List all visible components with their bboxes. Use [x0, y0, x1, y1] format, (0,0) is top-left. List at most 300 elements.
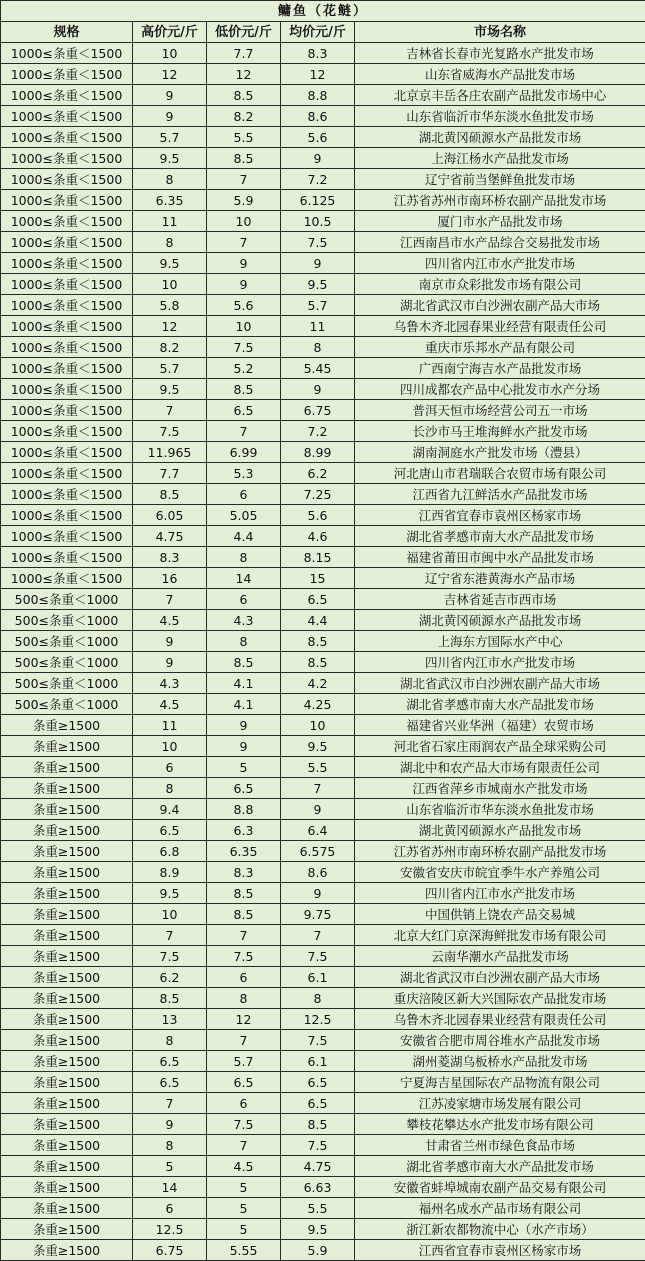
- avg-price-cell: 6.63: [281, 1177, 355, 1198]
- market-name-cell: 浙江新农都物流中心（水产市场）: [355, 1219, 645, 1240]
- spec-cell: 500≤条重＜1000: [1, 610, 133, 631]
- avg-price-cell: 4.4: [281, 610, 355, 631]
- low-price-cell: 9: [207, 736, 281, 757]
- low-price-cell: 5.6: [207, 295, 281, 316]
- avg-price-cell: 4.25: [281, 694, 355, 715]
- avg-price-cell: 5.6: [281, 127, 355, 148]
- low-price-cell: 5: [207, 1177, 281, 1198]
- avg-price-cell: 9.5: [281, 1219, 355, 1240]
- table-row: [1, 652, 645, 673]
- table-row: [1, 1135, 645, 1156]
- market-name-cell: 江苏省苏州市南环桥农副产品批发市场: [355, 841, 645, 862]
- low-price-cell: 5.2: [207, 358, 281, 379]
- avg-price-cell: 5.45: [281, 358, 355, 379]
- table-row: [1, 736, 645, 757]
- spec-cell: 条重≥1500: [1, 1198, 133, 1219]
- market-name-cell: 湖北中和农产品大市场有限责任公司: [355, 757, 645, 778]
- low-price-cell: 7.7: [207, 43, 281, 64]
- table-row: [1, 1030, 645, 1051]
- market-name-cell: 北京京丰岳各庄农副产品批发市场中心: [355, 85, 645, 106]
- low-price-cell: 7.5: [207, 1114, 281, 1135]
- market-name-cell: 江西省宜春市袁州区杨家市场: [355, 1240, 645, 1261]
- low-price-cell: 8.8: [207, 799, 281, 820]
- low-price-cell: 8.5: [207, 883, 281, 904]
- high-price-cell: 9: [133, 1114, 207, 1135]
- spec-cell: 条重≥1500: [1, 799, 133, 820]
- market-name-cell: 上海东方国际水产中心: [355, 631, 645, 652]
- table-row: [1, 547, 645, 568]
- header-low-price: 低价元/斤: [207, 22, 281, 43]
- high-price-cell: 10: [133, 43, 207, 64]
- high-price-cell: 12.5: [133, 1219, 207, 1240]
- spec-cell: 1000≤条重＜1500: [1, 169, 133, 190]
- header-spec: 规格: [1, 22, 133, 43]
- title-row: [1, 1, 645, 22]
- high-price-cell: 11: [133, 211, 207, 232]
- high-price-cell: 11: [133, 715, 207, 736]
- spec-cell: 1000≤条重＜1500: [1, 253, 133, 274]
- low-price-cell: 5.7: [207, 1051, 281, 1072]
- spec-cell: 1000≤条重＜1500: [1, 106, 133, 127]
- table-row: [1, 232, 645, 253]
- high-price-cell: 11.965: [133, 442, 207, 463]
- table-row: [1, 337, 645, 358]
- spec-cell: 条重≥1500: [1, 841, 133, 862]
- spec-cell: 条重≥1500: [1, 1240, 133, 1261]
- table-row: [1, 148, 645, 169]
- high-price-cell: 7: [133, 925, 207, 946]
- spec-cell: 500≤条重＜1000: [1, 589, 133, 610]
- avg-price-cell: 6.5: [281, 1093, 355, 1114]
- high-price-cell: 8.9: [133, 862, 207, 883]
- high-price-cell: 9.5: [133, 148, 207, 169]
- avg-price-cell: 8.3: [281, 43, 355, 64]
- low-price-cell: 5.55: [207, 1240, 281, 1261]
- spec-cell: 条重≥1500: [1, 946, 133, 967]
- avg-price-cell: 7.5: [281, 232, 355, 253]
- avg-price-cell: 6.125: [281, 190, 355, 211]
- market-name-cell: 湖北省武汉市白沙洲农副产品大市场: [355, 967, 645, 988]
- low-price-cell: 5.05: [207, 505, 281, 526]
- avg-price-cell: 15: [281, 568, 355, 589]
- market-name-cell: 四川省内江市水产批发市场: [355, 253, 645, 274]
- low-price-cell: 12: [207, 1009, 281, 1030]
- avg-price-cell: 8: [281, 337, 355, 358]
- spec-cell: 条重≥1500: [1, 1219, 133, 1240]
- market-name-cell: 福州名成水产品市场有限公司: [355, 1198, 645, 1219]
- market-name-cell: 安徽省安庆市皖宜季牛水产养殖公司: [355, 862, 645, 883]
- low-price-cell: 4.4: [207, 526, 281, 547]
- market-name-cell: 重庆市乐邦水产品有限公司: [355, 337, 645, 358]
- avg-price-cell: 7.2: [281, 421, 355, 442]
- high-price-cell: 5.8: [133, 295, 207, 316]
- table-body: [1, 43, 645, 1261]
- low-price-cell: 12: [207, 64, 281, 85]
- table-row: [1, 1072, 645, 1093]
- spec-cell: 500≤条重＜1000: [1, 694, 133, 715]
- low-price-cell: 6: [207, 967, 281, 988]
- avg-price-cell: 6.5: [281, 1072, 355, 1093]
- market-name-cell: 甘肃省兰州市绿色食品市场: [355, 1135, 645, 1156]
- spec-cell: 1000≤条重＜1500: [1, 421, 133, 442]
- avg-price-cell: 7.2: [281, 169, 355, 190]
- spec-cell: 1000≤条重＜1500: [1, 316, 133, 337]
- high-price-cell: 10: [133, 736, 207, 757]
- avg-price-cell: 12: [281, 64, 355, 85]
- low-price-cell: 5: [207, 1198, 281, 1219]
- low-price-cell: 8.5: [207, 379, 281, 400]
- market-name-cell: 上海江杨水产品批发市场: [355, 148, 645, 169]
- avg-price-cell: 8.5: [281, 631, 355, 652]
- spec-cell: 条重≥1500: [1, 757, 133, 778]
- market-name-cell: 湖北省武汉市白沙洲农副产品大市场: [355, 295, 645, 316]
- table-row: [1, 946, 645, 967]
- table-row: [1, 967, 645, 988]
- high-price-cell: 14: [133, 1177, 207, 1198]
- spec-cell: 条重≥1500: [1, 820, 133, 841]
- avg-price-cell: 7.5: [281, 946, 355, 967]
- market-name-cell: 湖北省武汉市白沙洲农副产品大市场: [355, 673, 645, 694]
- market-name-cell: 山东省临沂市华东淡水鱼批发市场: [355, 106, 645, 127]
- spec-cell: 条重≥1500: [1, 1114, 133, 1135]
- market-name-cell: 北京大红门京深海鲜批发市场有限公司: [355, 925, 645, 946]
- market-name-cell: 福建省兴业华洲（福建）农贸市场: [355, 715, 645, 736]
- spec-cell: 1000≤条重＜1500: [1, 148, 133, 169]
- low-price-cell: 8: [207, 547, 281, 568]
- high-price-cell: 8: [133, 1030, 207, 1051]
- avg-price-cell: 5.9: [281, 1240, 355, 1261]
- table-row: [1, 64, 645, 85]
- high-price-cell: 7.5: [133, 946, 207, 967]
- low-price-cell: 5: [207, 757, 281, 778]
- spec-cell: 条重≥1500: [1, 715, 133, 736]
- high-price-cell: 10: [133, 904, 207, 925]
- avg-price-cell: 8.99: [281, 442, 355, 463]
- avg-price-cell: 10: [281, 715, 355, 736]
- avg-price-cell: 11: [281, 316, 355, 337]
- avg-price-cell: 6.4: [281, 820, 355, 841]
- high-price-cell: 6.75: [133, 1240, 207, 1261]
- high-price-cell: 6.2: [133, 967, 207, 988]
- high-price-cell: 6.05: [133, 505, 207, 526]
- low-price-cell: 7: [207, 1030, 281, 1051]
- avg-price-cell: 8.5: [281, 1114, 355, 1135]
- avg-price-cell: 8.6: [281, 862, 355, 883]
- spec-cell: 500≤条重＜1000: [1, 652, 133, 673]
- avg-price-cell: 9: [281, 883, 355, 904]
- avg-price-cell: 9: [281, 799, 355, 820]
- spec-cell: 条重≥1500: [1, 1093, 133, 1114]
- spec-cell: 条重≥1500: [1, 1135, 133, 1156]
- low-price-cell: 7: [207, 169, 281, 190]
- table-row: [1, 505, 645, 526]
- spec-cell: 条重≥1500: [1, 925, 133, 946]
- table-row: [1, 1009, 645, 1030]
- market-name-cell: 山东省临沂市华东淡水鱼批发市场: [355, 799, 645, 820]
- market-name-cell: 山东省威海水产品批发市场: [355, 64, 645, 85]
- avg-price-cell: 9.5: [281, 274, 355, 295]
- table-row: [1, 43, 645, 64]
- avg-price-cell: 7.5: [281, 1135, 355, 1156]
- table-row: [1, 841, 645, 862]
- low-price-cell: 7: [207, 232, 281, 253]
- header-row: [1, 22, 645, 43]
- low-price-cell: 6: [207, 1093, 281, 1114]
- high-price-cell: 9.4: [133, 799, 207, 820]
- table-row: [1, 190, 645, 211]
- table-row: [1, 484, 645, 505]
- table-row: [1, 316, 645, 337]
- market-name-cell: 云南华潮水产品批发市场: [355, 946, 645, 967]
- high-price-cell: 6: [133, 1198, 207, 1219]
- market-name-cell: 宁夏海吉星国际农产品物流有限公司: [355, 1072, 645, 1093]
- market-name-cell: 乌鲁木齐北园春果业经营有限责任公司: [355, 316, 645, 337]
- spec-cell: 1000≤条重＜1500: [1, 232, 133, 253]
- avg-price-cell: 6.5: [281, 589, 355, 610]
- market-name-cell: 四川省内江市水产批发市场: [355, 652, 645, 673]
- high-price-cell: 5.7: [133, 127, 207, 148]
- high-price-cell: 9: [133, 106, 207, 127]
- low-price-cell: 8: [207, 988, 281, 1009]
- high-price-cell: 8: [133, 169, 207, 190]
- low-price-cell: 8.3: [207, 862, 281, 883]
- spec-cell: 1000≤条重＜1500: [1, 85, 133, 106]
- high-price-cell: 8: [133, 1135, 207, 1156]
- low-price-cell: 5.3: [207, 463, 281, 484]
- low-price-cell: 8.5: [207, 652, 281, 673]
- table-row: [1, 526, 645, 547]
- high-price-cell: 7: [133, 1093, 207, 1114]
- table-row: [1, 904, 645, 925]
- market-name-cell: 湖北黄冈硕源水产品批发市场: [355, 127, 645, 148]
- spec-cell: 1000≤条重＜1500: [1, 505, 133, 526]
- avg-price-cell: 8.5: [281, 652, 355, 673]
- market-name-cell: 四川省内江市水产批发市场: [355, 883, 645, 904]
- table-row: [1, 778, 645, 799]
- market-name-cell: 重庆涪陵区新大兴国际农产品批发市场: [355, 988, 645, 1009]
- market-name-cell: 湖北省孝感市南大水产品批发市场: [355, 526, 645, 547]
- high-price-cell: 6.8: [133, 841, 207, 862]
- low-price-cell: 10: [207, 316, 281, 337]
- low-price-cell: 6: [207, 484, 281, 505]
- table-row: [1, 463, 645, 484]
- low-price-cell: 9: [207, 715, 281, 736]
- high-price-cell: 9: [133, 631, 207, 652]
- table-row: [1, 694, 645, 715]
- table-row: [1, 862, 645, 883]
- avg-price-cell: 6.75: [281, 400, 355, 421]
- high-price-cell: 12: [133, 316, 207, 337]
- table-row: [1, 295, 645, 316]
- high-price-cell: 8.2: [133, 337, 207, 358]
- low-price-cell: 5.5: [207, 127, 281, 148]
- market-name-cell: 安徽省蚌埠城南农副产品交易有限公司: [355, 1177, 645, 1198]
- spec-cell: 1000≤条重＜1500: [1, 337, 133, 358]
- high-price-cell: 10: [133, 274, 207, 295]
- avg-price-cell: 8.6: [281, 106, 355, 127]
- spec-cell: 条重≥1500: [1, 967, 133, 988]
- header-market-name: 市场名称: [355, 22, 645, 43]
- market-name-cell: 湖州菱湖乌板桥水产品批发市场: [355, 1051, 645, 1072]
- low-price-cell: 8.5: [207, 904, 281, 925]
- high-price-cell: 8.3: [133, 547, 207, 568]
- high-price-cell: 13: [133, 1009, 207, 1030]
- high-price-cell: 8: [133, 232, 207, 253]
- spec-cell: 条重≥1500: [1, 1072, 133, 1093]
- low-price-cell: 9: [207, 253, 281, 274]
- high-price-cell: 6.5: [133, 1072, 207, 1093]
- table-title: 鳙鱼（花鲢）: [1, 1, 645, 22]
- low-price-cell: 8.2: [207, 106, 281, 127]
- spec-cell: 1000≤条重＜1500: [1, 211, 133, 232]
- avg-price-cell: 9: [281, 253, 355, 274]
- market-name-cell: 江西省宜春市袁州区杨家市场: [355, 505, 645, 526]
- high-price-cell: 4.5: [133, 694, 207, 715]
- avg-price-cell: 6.575: [281, 841, 355, 862]
- avg-price-cell: 9: [281, 148, 355, 169]
- low-price-cell: 7.5: [207, 337, 281, 358]
- spec-cell: 1000≤条重＜1500: [1, 442, 133, 463]
- avg-price-cell: 5.6: [281, 505, 355, 526]
- table-row: [1, 169, 645, 190]
- avg-price-cell: 6.1: [281, 1051, 355, 1072]
- high-price-cell: 5.7: [133, 358, 207, 379]
- table-row: [1, 85, 645, 106]
- low-price-cell: 7: [207, 421, 281, 442]
- market-name-cell: 厦门市水产品批发市场: [355, 211, 645, 232]
- low-price-cell: 6.5: [207, 1072, 281, 1093]
- table-row: [1, 358, 645, 379]
- spec-cell: 500≤条重＜1000: [1, 631, 133, 652]
- market-name-cell: 广西南宁海吉水产品批发市场: [355, 358, 645, 379]
- low-price-cell: 4.1: [207, 694, 281, 715]
- market-name-cell: 河北省石家庄雨润农产品全球采购公司: [355, 736, 645, 757]
- market-name-cell: 江西省萍乡市城南水产批发市场: [355, 778, 645, 799]
- market-name-cell: 湖北省孝感市南大水产品批发市场: [355, 1156, 645, 1177]
- table-row: [1, 715, 645, 736]
- header-high-price: 高价元/斤: [133, 22, 207, 43]
- low-price-cell: 6.3: [207, 820, 281, 841]
- table-row: [1, 589, 645, 610]
- avg-price-cell: 7: [281, 925, 355, 946]
- low-price-cell: 6.35: [207, 841, 281, 862]
- high-price-cell: 6.5: [133, 1051, 207, 1072]
- high-price-cell: 9.5: [133, 379, 207, 400]
- table-row: [1, 421, 645, 442]
- spec-cell: 500≤条重＜1000: [1, 673, 133, 694]
- high-price-cell: 12: [133, 64, 207, 85]
- avg-price-cell: 5.5: [281, 1198, 355, 1219]
- market-name-cell: 江西省九江鲜活水产品批发市场: [355, 484, 645, 505]
- table-row: [1, 1093, 645, 1114]
- spec-cell: 条重≥1500: [1, 1156, 133, 1177]
- low-price-cell: 4.3: [207, 610, 281, 631]
- avg-price-cell: 6.1: [281, 967, 355, 988]
- market-name-cell: 乌鲁木齐北园春果业经营有限责任公司: [355, 1009, 645, 1030]
- high-price-cell: 9: [133, 85, 207, 106]
- table-row: [1, 568, 645, 589]
- table-row: [1, 400, 645, 421]
- spec-cell: 1000≤条重＜1500: [1, 43, 133, 64]
- market-name-cell: 辽宁省前当堡鲜鱼批发市场: [355, 169, 645, 190]
- high-price-cell: 7: [133, 589, 207, 610]
- table-row: [1, 925, 645, 946]
- spec-cell: 条重≥1500: [1, 1051, 133, 1072]
- low-price-cell: 5: [207, 1219, 281, 1240]
- market-name-cell: 湖北省孝感市南大水产品批发市场: [355, 694, 645, 715]
- low-price-cell: 6.99: [207, 442, 281, 463]
- low-price-cell: 6.5: [207, 778, 281, 799]
- high-price-cell: 8.5: [133, 988, 207, 1009]
- market-name-cell: 中国供销上饶农产品交易城: [355, 904, 645, 925]
- avg-price-cell: 7.5: [281, 1030, 355, 1051]
- low-price-cell: 14: [207, 568, 281, 589]
- table-row: [1, 757, 645, 778]
- spec-cell: 1000≤条重＜1500: [1, 568, 133, 589]
- low-price-cell: 6.5: [207, 400, 281, 421]
- table-row: [1, 442, 645, 463]
- high-price-cell: 7.5: [133, 421, 207, 442]
- table-row: [1, 673, 645, 694]
- high-price-cell: 9: [133, 652, 207, 673]
- market-name-cell: 南京市众彩批发市场有限公司: [355, 274, 645, 295]
- spec-cell: 1000≤条重＜1500: [1, 463, 133, 484]
- market-name-cell: 长沙市马王堆海鲜水产批发市场: [355, 421, 645, 442]
- table-row: [1, 379, 645, 400]
- high-price-cell: 16: [133, 568, 207, 589]
- table-row: [1, 883, 645, 904]
- avg-price-cell: 7: [281, 778, 355, 799]
- high-price-cell: 7: [133, 400, 207, 421]
- spec-cell: 1000≤条重＜1500: [1, 379, 133, 400]
- market-name-cell: 湖北黄冈硕源水产品批发市场: [355, 820, 645, 841]
- low-price-cell: 8.5: [207, 85, 281, 106]
- avg-price-cell: 8.8: [281, 85, 355, 106]
- avg-price-cell: 10.5: [281, 211, 355, 232]
- spec-cell: 条重≥1500: [1, 1177, 133, 1198]
- market-name-cell: 四川成都农产品中心批发市水产分场: [355, 379, 645, 400]
- low-price-cell: 10: [207, 211, 281, 232]
- low-price-cell: 8: [207, 631, 281, 652]
- low-price-cell: 4.1: [207, 673, 281, 694]
- table-row: [1, 1177, 645, 1198]
- spec-cell: 1000≤条重＜1500: [1, 484, 133, 505]
- high-price-cell: 4.75: [133, 526, 207, 547]
- avg-price-cell: 12.5: [281, 1009, 355, 1030]
- spec-cell: 条重≥1500: [1, 1030, 133, 1051]
- spec-cell: 1000≤条重＜1500: [1, 547, 133, 568]
- market-name-cell: 吉林省长春市光复路水产批发市场: [355, 43, 645, 64]
- spec-cell: 条重≥1500: [1, 778, 133, 799]
- avg-price-cell: 8.15: [281, 547, 355, 568]
- spec-cell: 1000≤条重＜1500: [1, 64, 133, 85]
- spec-cell: 条重≥1500: [1, 904, 133, 925]
- market-name-cell: 湖北黄冈硕源水产品批发市场: [355, 610, 645, 631]
- high-price-cell: 8.5: [133, 484, 207, 505]
- market-name-cell: 江苏省苏州市南环桥农副产品批发市场: [355, 190, 645, 211]
- avg-price-cell: 9.75: [281, 904, 355, 925]
- market-name-cell: 福建省莆田市闽中水产品批发市场: [355, 547, 645, 568]
- high-price-cell: 5: [133, 1156, 207, 1177]
- table-row: [1, 1051, 645, 1072]
- avg-price-cell: 5.7: [281, 295, 355, 316]
- spec-cell: 1000≤条重＜1500: [1, 190, 133, 211]
- table-row: [1, 1219, 645, 1240]
- avg-price-cell: 8: [281, 988, 355, 1009]
- low-price-cell: 9: [207, 274, 281, 295]
- spec-cell: 1000≤条重＜1500: [1, 295, 133, 316]
- avg-price-cell: 9: [281, 379, 355, 400]
